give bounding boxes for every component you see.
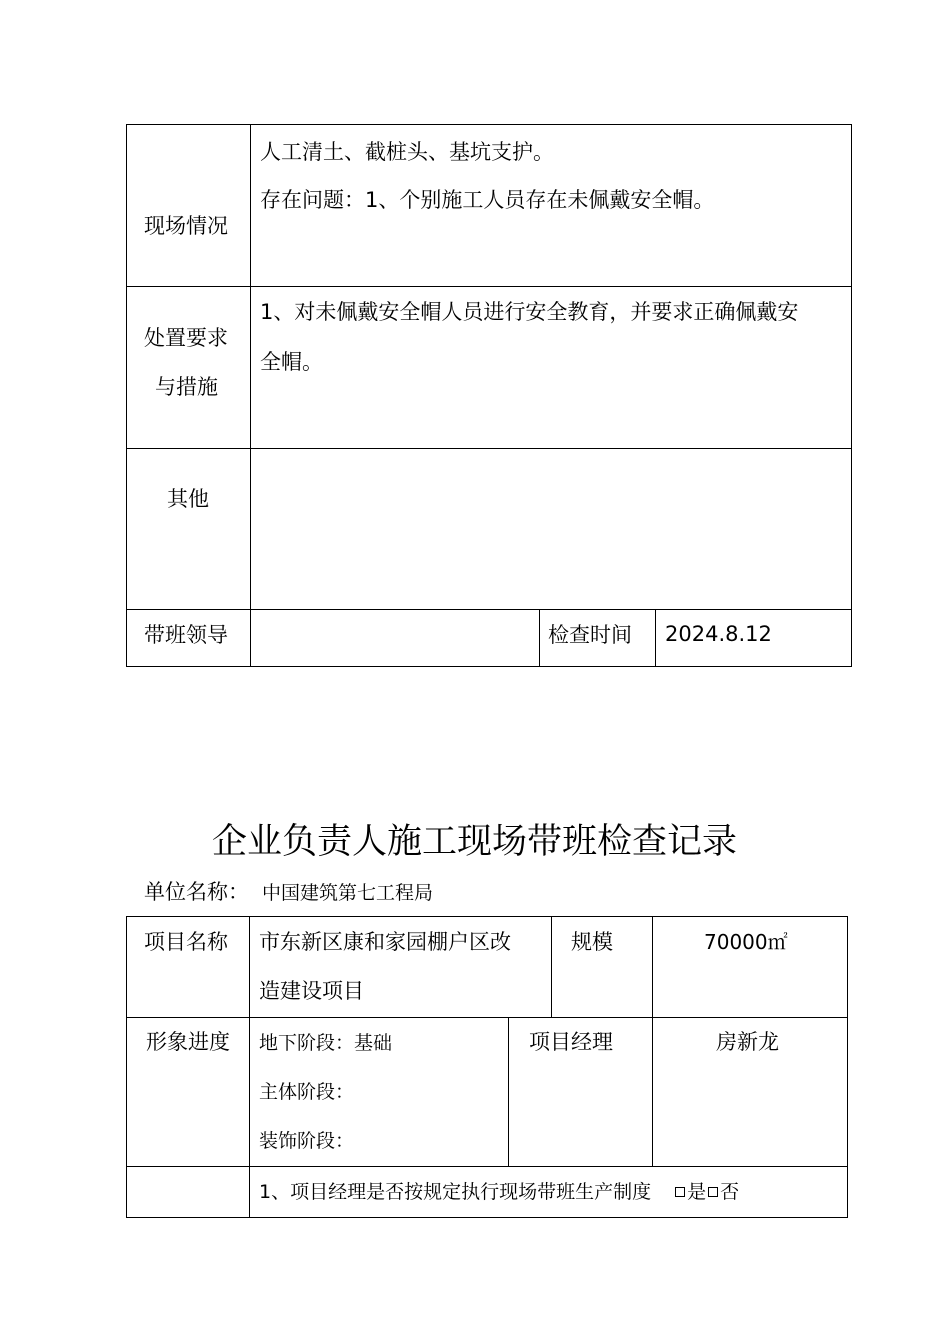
unit-name-label: 单位名称： [144,880,249,904]
progress-main: 主体阶段： [259,1081,355,1103]
table1-col-divider [539,609,540,667]
shift-leader-label: 带班领导 [144,623,228,647]
project-manager-value: 房新龙 [716,1030,779,1054]
table2-row-divider [126,1166,848,1167]
table2-col-divider [551,916,552,1017]
check-item-1 [259,1181,739,1204]
site-condition-label: 现场情况 [144,214,228,238]
check-time-label: 检查时间 [548,623,632,647]
progress-label: 形象进度 [146,1030,230,1054]
project-name-line1: 市东新区康和家园棚户区改 [259,930,511,954]
table2-row-divider [126,1017,848,1018]
project-manager-label: 项目经理 [529,1030,613,1054]
table1-row-divider [126,609,852,610]
table1-col-divider [250,124,251,667]
project-name-label: 项目名称 [144,930,228,954]
project-name-line2: 造建设项目 [259,979,364,1003]
other-label: 其他 [167,487,209,511]
check-time-value: 2024.8.12 [665,622,772,646]
yes-option-label: 是 [687,1181,707,1203]
table2-col-divider [652,916,653,1166]
check-item-1-text: 1、项目经理是否按规定执行现场带班生产制度 [259,1181,652,1203]
table1-row-divider [126,286,852,287]
progress-decoration: 装饰阶段： [259,1130,355,1152]
table1-col-divider [655,609,656,667]
measures-line2: 全帽。 [260,350,323,374]
measures-label-line2: 与措施 [155,375,218,399]
table2-col-divider [508,1017,509,1166]
measures-label-line1: 处置要求 [144,326,228,350]
scale-value: 70000㎡ [704,930,788,954]
unit-name-value: 中国建筑第七工程局 [262,882,434,904]
yes-checkbox[interactable] [675,1187,685,1197]
progress-underground: 地下阶段：基础 [259,1032,393,1054]
no-option-label: 否 [720,1181,740,1203]
site-condition-line1: 人工清土、截桩头、基坑支护。 [260,140,554,164]
site-condition-line2: 存在问题：1、个别施工人员存在未佩戴安全帽。 [260,188,715,212]
table2-col-divider [249,916,250,1218]
measures-line1: 1、对未佩戴安全帽人员进行安全教育，并要求正确佩戴安 [260,300,799,324]
inspection-table-2 [126,916,848,1218]
scale-label: 规模 [571,930,613,954]
form-title: 企业负责人施工现场带班检查记录 [212,822,738,862]
table1-row-divider [126,448,852,449]
no-checkbox[interactable] [708,1187,718,1197]
